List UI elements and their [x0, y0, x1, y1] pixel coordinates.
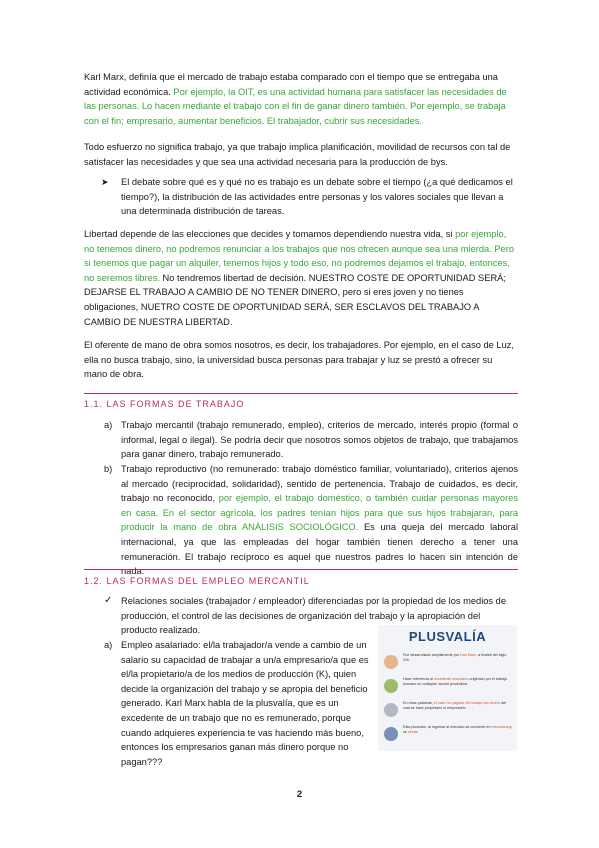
arrow-bullet-icon: ➤ [101, 177, 109, 187]
infographic-row [384, 653, 512, 673]
checkmark-icon: ✓ [104, 595, 113, 606]
infographic-text-part: , a finales del siglo XIX. [403, 653, 507, 662]
list-item-trabajo-mercantil: Trabajo mercantil (trabajo remunerado, empleo), criterios de mercado, interés propio (formal o informal, legal o ilegal). Se podría decir que nosotros somos objetos de trabajo, que trabajamos para ganar dinero, trabajo remunerado. [121, 420, 518, 460]
paragraph-libertad [84, 227, 518, 329]
infographic-text [403, 653, 512, 663]
paragraph-text: Karl Marx, definía que el mercado de trabajo estaba comparado con el tiempo que se entregaba una actividad económica. [84, 72, 498, 97]
infographic-text-part: Fue desarrollado ampliamente por [403, 653, 461, 657]
paragraph-oferente: El oferente de mano de obra somos nosotros, es decir, los trabajadores. Por ejemplo, en el caso de Luz, ella no busca trabajo, sino, la universidad busca personas para trabajar y luz se prestó a ofrecer su mano de obra. [84, 340, 514, 380]
list-item-relaciones-sociales: Relaciones sociales (trabajador / empleador) diferenciadas por la propiedad de los medios de producción, el control de las decisiones de organización del trabajo y la apropiación del producto realizado. [121, 596, 507, 636]
section-divider [84, 393, 518, 394]
infographic-text-part: Hace referencia al [403, 677, 434, 681]
page-number: 2 [296, 789, 303, 800]
person-icon [384, 655, 398, 669]
infographic-text-part: . [417, 730, 420, 734]
paragraph-esfuerzo: Todo esfuerzo no significa trabajo, ya que trabajo implica planificación, movilidad de recursos con tal de satisfacer las necesidades y que sea una actividad necesaria para la producción de bys. [84, 142, 511, 167]
infographic-text [403, 677, 512, 687]
plusvalia-infographic [378, 625, 517, 751]
infographic-text-part: En otras palabras, [403, 701, 434, 705]
bullet-debate: El debate sobre qué es y qué no es trabajo es un debate sobre el tiempo (¿a qué dedicamos el tiempo?), la distribución de las actividades entre personas y los valores sociales que llevan a una determinada distribución de tareas. [121, 177, 513, 217]
worker-icon [384, 703, 398, 717]
infographic-highlight: el valor no pagado del trabajo del obrero [433, 701, 501, 705]
list-marker: a) [104, 420, 113, 430]
infographic-text-part: del cual se hace propietario el empresario. [403, 701, 507, 710]
paragraph-text: Es una queja del mercado laboral internacional, ya que las empleadas del hogar también tienen derecho a tener una remuneración. El trabajo recíproco es aquel que nuestros padres lo hacen sin intención de nada. [121, 522, 519, 577]
paragraph-marx [84, 70, 518, 128]
section-divider [84, 569, 518, 570]
highlighted-text: por ejemplo, no tenemos dinero, no podremos renunciar a los trabajos que nos ofrecen aunque sea una mierda. Pero si tenemos que pagar un alquiler, tenemos hijos y todo eso, no podremos dejamos el trabajo, entonces, no seremos libres. [84, 229, 514, 283]
paragraph-text: Trabajo reproductivo (no remunerado: trabajo doméstico familiar, voluntariado), criterios ajenos al mercado (reciprocidad, solidaridad), sentido de pertenencia. Trabajo de cuidados, es decir, trabajo no reconocido, [121, 464, 518, 504]
infographic-highlight: vende [407, 730, 418, 734]
money-icon [384, 679, 398, 693]
section-heading: 1.1. LAS FORMAS DE TRABAJO [84, 399, 245, 409]
list-marker: a) [104, 640, 113, 650]
infographic-highlight: Karl Marx [460, 653, 476, 657]
infographic-text-part: originado por el trabajo humano en cualquier acción productiva. [403, 677, 508, 686]
highlighted-text: Por ejemplo, la OIT, es una actividad humana para satisfacer las necesidades de las personas. Lo hacen mediante el trabajo con el fin de ganar dinero también. Por ejemplo, se trabaja con el fin; empresario, aumentar beneficios. El trabajador, cubrir sus necesidades. [84, 86, 507, 126]
infographic-highlight: excedente monetario [433, 677, 469, 681]
list-item-trabajo-reproductivo [121, 462, 518, 579]
market-icon [384, 727, 398, 741]
infographic-row [384, 725, 512, 745]
infographic-title: PLUSVALÍA [408, 629, 487, 644]
infographic-text-part: y se [403, 725, 512, 734]
list-marker: b) [104, 464, 113, 474]
paragraph-text: Libertad depende de las elecciones que decides y tomamos dependiendo nuestra vida, si [84, 229, 456, 239]
infographic-highlight: mercancía [491, 725, 509, 729]
paragraph-text: No tendremos libertad de decisión. NUESTRO COSTE DE OPORTUNIDAD SERÁ; DEJARSE EL TRABAJO A CAMBIO DE NO TENER DINERO, pero si eres joven y no tienes obligaciones, NUETRO COSTE DE OPORTUNIDAD SERÁ, SER ESCLAVOS DEL TRABAJO A CAMBIO DE NUESTRA LIBERTAD. [84, 272, 506, 327]
infographic-text [403, 725, 512, 735]
list-item-empleo-asalariado: Empleo asalariado: el/la trabajador/a vende a cambio de un salario su capacidad de trabajar a un/a empresario/a que es el/la propietario/a de los medios de producción (K), quien decide la organización del trabajo y se apropia del beneficio generado. Karl Marx habla de la plusvalía, que es un excedente de un trabajo que no es remunerado, porque cuando adquieres experiencia te vas haciendo más bueno, entonces los empresarios ganan más dinero porque no pagan??? [121, 640, 369, 767]
highlighted-text: por ejemplo, el trabajo doméstico, o también cuidar personas mayores en casa. En el sector agrícola, los padres tenían hijos para que sus hijos trabajaran, para producir la mano de obra ANÁLISIS SOCIOLÓGICO. [121, 493, 518, 533]
infographic-text-part: Esta plusvalor, al ingresar al mercado se convierte en [403, 725, 492, 729]
section-heading: 1.2. LAS FORMAS DEL EMPLEO MERCANTIL [84, 576, 310, 586]
infographic-row [384, 677, 512, 697]
infographic-text [403, 701, 512, 711]
infographic-row [384, 701, 512, 721]
